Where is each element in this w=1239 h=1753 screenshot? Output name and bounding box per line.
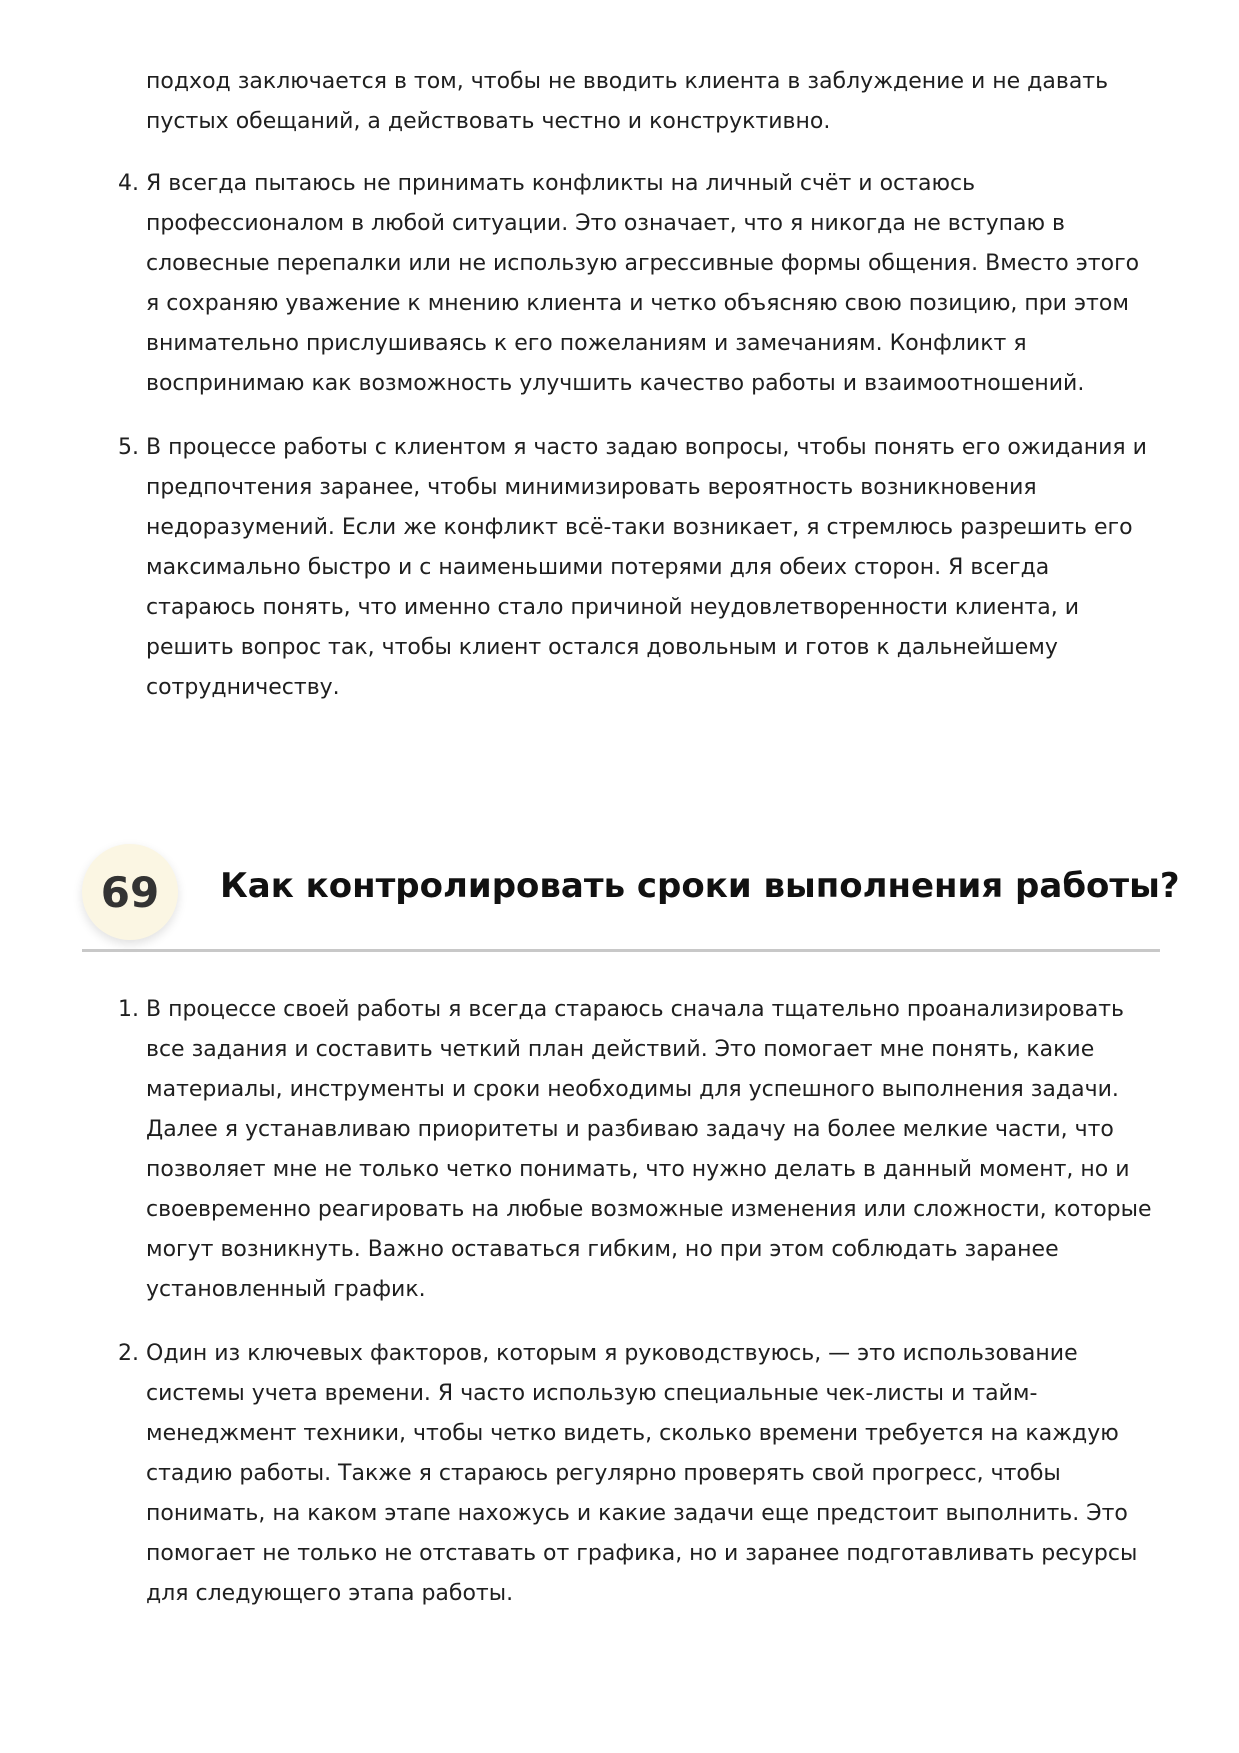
list-item	[118, 428, 1156, 708]
previous-section-list	[118, 164, 1156, 732]
list-item	[118, 164, 1156, 404]
list-item	[118, 990, 1156, 1310]
list-item-text: Один из ключевых факторов, которым я руководствуюсь, — это использование системы учета времени. Я часто использую специальные чек-листы и тайм-менеджмент техники, чтобы четко видеть, сколько времени требуется на каждую стадию работы. Также я стараюсь регулярно проверять свой прогресс, чтобы понимать, на каком этапе нахожусь и какие задачи еще предстоит выполнить. Это помогает не только не отставать от графика, но и заранее подготавливать ресурсы для следующего этапа работы.	[146, 1341, 1138, 1606]
section-number-badge: 69	[82, 844, 178, 940]
list-item-text: В процессе своей работы я всегда стараюсь сначала тщательно проанализировать все задания и составить четкий план действий. Это помогает мне понять, какие материалы, инструменты и сроки необходимы для успешного выполнения задачи. Далее я устанавливаю приоритеты и разбиваю задачу на более мелкие части, что позволяет мне не только четко понимать, что нужно делать в данный момент, но и своевременно реагировать на любые возможные изменения или сложности, которые могут возникнуть. Важно оставаться гибким, но при этом соблюдать заранее установленный график.	[146, 997, 1152, 1302]
section-title: Как контролировать сроки выполнения работы?	[220, 866, 1180, 906]
list-item-number: 1.	[118, 997, 139, 1022]
list-item-number: 5.	[118, 435, 139, 460]
list-item-number: 2.	[118, 1341, 139, 1366]
list-item-text: В процессе работы с клиентом я часто задаю вопросы, чтобы понять его ожидания и предпочтения заранее, чтобы минимизировать вероятность возникновения недоразумений. Если же конфликт всё-таки возникает, я стремлюсь разрешить его максимально быстро и с наименьшими потерями для обеих сторон. Я всегда стараюсь понять, что именно стало причиной неудовлетворенности клиента, и решить вопрос так, чтобы клиент остался довольным и готов к дальнейшему сотрудничеству.	[146, 435, 1147, 700]
list-item	[118, 1334, 1156, 1614]
list-item-number: 4.	[118, 171, 139, 196]
section-list	[118, 990, 1156, 1638]
continuation-paragraph: подход заключается в том, чтобы не вводить клиента в заблуждение и не давать пустых обещаний, а действовать честно и конструктивно.	[146, 69, 1109, 134]
section-divider	[82, 949, 1160, 952]
section-header	[82, 836, 1180, 948]
list-item-text: Я всегда пытаюсь не принимать конфликты на личный счёт и остаюсь профессионалом в любой ситуации. Это означает, что я никогда не вступаю в словесные перепалки или не использую агрессивные формы общения. Вместо этого я сохраняю уважение к мнению клиента и четко объясняю свою позицию, при этом внимательно прислушиваясь к его пожеланиям и замечаниям. Конфликт я воспринимаю как возможность улучшить качество работы и взаимоотношений.	[146, 171, 1140, 396]
